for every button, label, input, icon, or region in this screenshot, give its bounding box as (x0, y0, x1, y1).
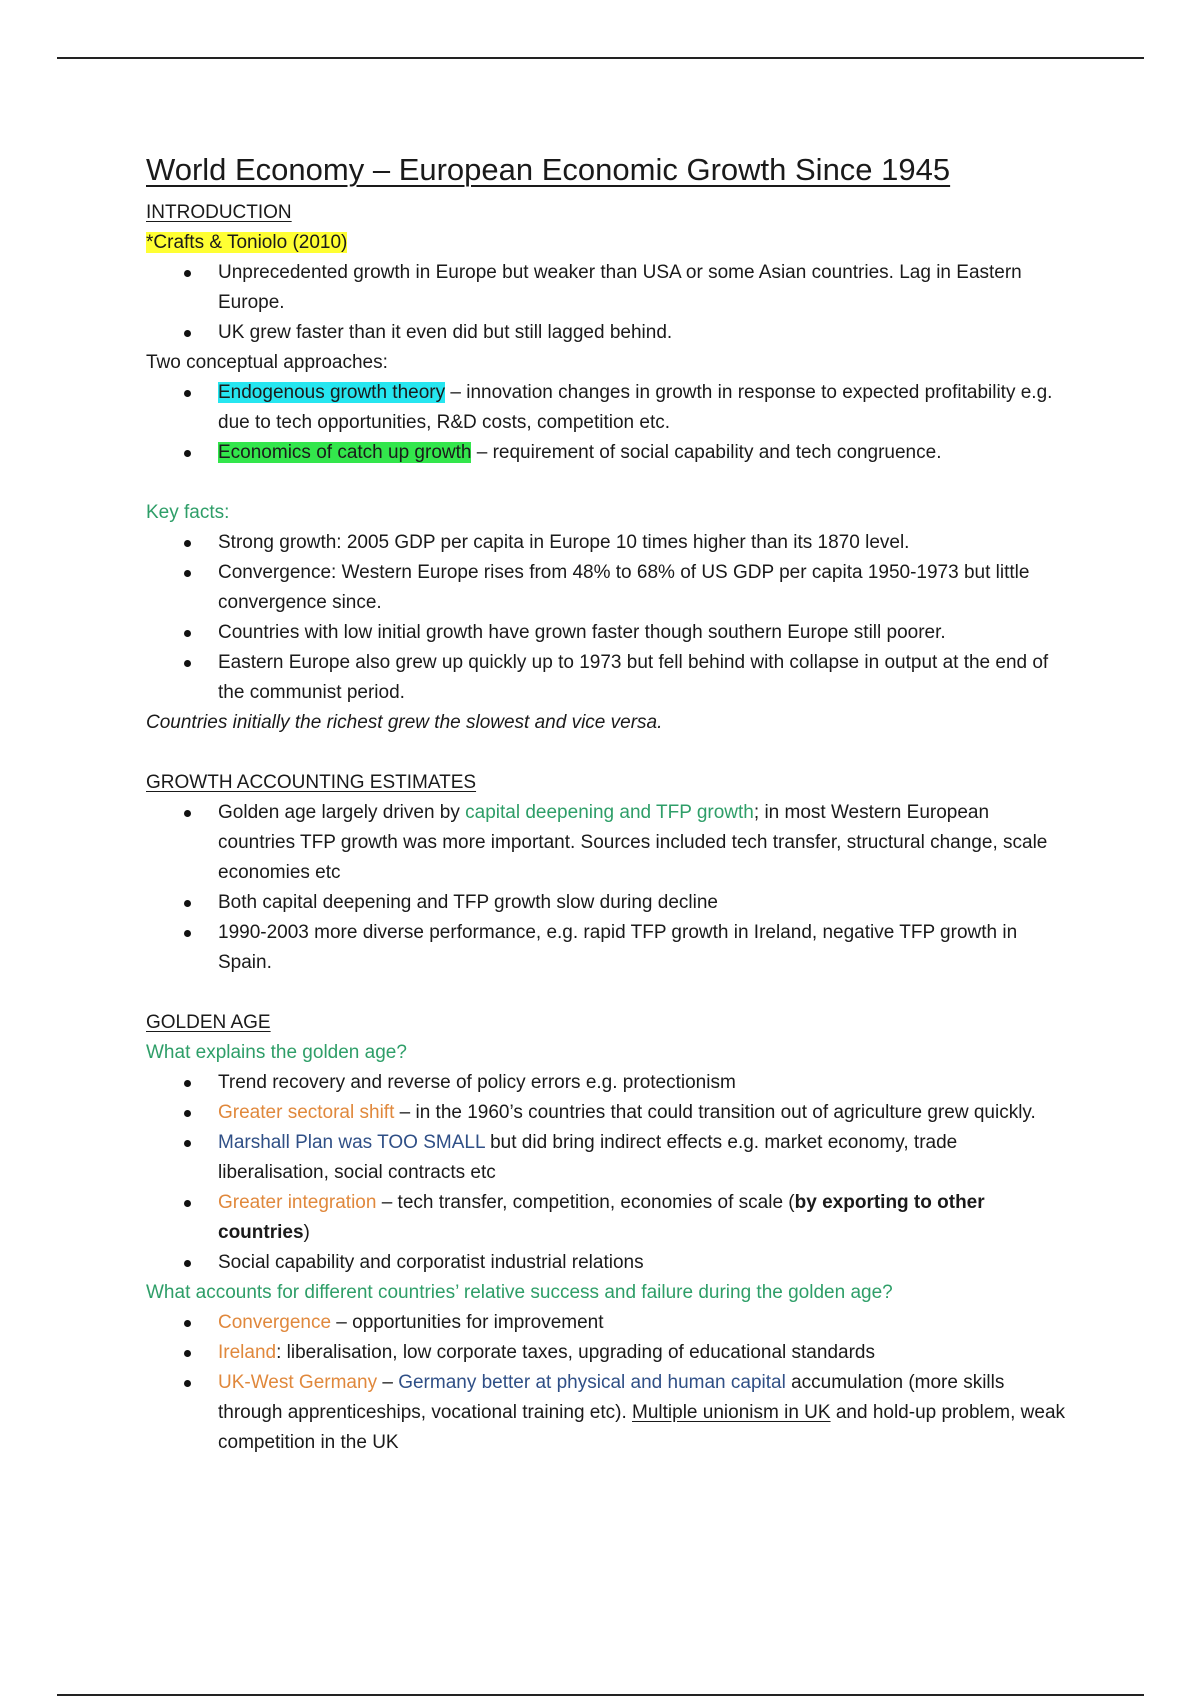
document-title: World Economy – European Economic Growth Since 1945 (146, 152, 951, 187)
text-run: Golden age largely driven by (218, 802, 466, 823)
highlighted-phrase: capital deepening and TFP growth (465, 802, 754, 823)
list-item (146, 378, 1066, 438)
intro-bullet-list (146, 258, 1066, 348)
top-rule (57, 57, 1144, 59)
list-item (146, 1338, 1066, 1368)
key-facts-conclusion: Countries initially the richest grew the slowest and vice versa. (146, 712, 663, 733)
key-facts-heading: Key facts: (146, 502, 230, 523)
text-run: – tech transfer, competition, economies of scale ( (376, 1192, 795, 1213)
list-item: 1990-2003 more diverse performance, e.g. rapid TFP growth in Ireland, negative TFP growth in Spain. (146, 918, 1066, 978)
navy-phrase: Germany better at physical and human capital (398, 1372, 786, 1393)
text-run: – (377, 1372, 399, 1393)
text-run: and hold-up problem, weak competition in the UK (218, 1402, 1066, 1453)
list-item (146, 438, 1066, 468)
list-item: Countries with low initial growth have grown faster though southern Europe still poorer. (146, 618, 1066, 648)
growth-accounting-section (146, 768, 1066, 978)
growth-accounting-list (146, 798, 1066, 978)
list-item (146, 1128, 1066, 1188)
text-run: accumulation (more skills through apprenticeships, vocational training etc). (218, 1372, 1005, 1423)
growth-accounting-heading: GROWTH ACCOUNTING ESTIMATES (146, 772, 477, 793)
bottom-rule (57, 1694, 1144, 1696)
intro-heading: INTRODUCTION (146, 202, 292, 223)
list-item (146, 1188, 1066, 1248)
approaches-label: Two conceptual approaches: (146, 352, 388, 373)
bold-phrase: by exporting to other countries (218, 1192, 985, 1243)
relative-success-list (146, 1308, 1066, 1458)
list-item: Both capital deepening and TFP growth slow during decline (146, 888, 1066, 918)
term-sectoral-shift: Greater sectoral shift (218, 1102, 395, 1123)
term-uk-west-germany: UK-West Germany (218, 1372, 378, 1393)
relative-success-question: What accounts for different countries’ relative success and failure during the golden age? (146, 1282, 893, 1303)
approach-text: – innovation changes in growth in response to expected profitability e.g. due to tech opportunities, R&D costs, competition etc. (218, 382, 1053, 433)
term-convergence: Convergence (218, 1312, 332, 1333)
approach-text: – requirement of social capability and tech congruence. (471, 442, 942, 463)
golden-age-list (146, 1068, 1066, 1278)
term-ireland: Ireland (218, 1342, 277, 1363)
text-run: – opportunities for improvement (331, 1312, 604, 1333)
list-item: UK grew faster than it even did but still lagged behind. (146, 318, 1066, 348)
text-run: – in the 1960’s countries that could transition out of agriculture grew quickly. (394, 1102, 1036, 1123)
document-body (146, 146, 1066, 1458)
text-run: but did bring indirect effects e.g. market economy, trade liberalisation, social contracts etc (218, 1132, 958, 1183)
golden-age-section (146, 1008, 1066, 1458)
text-run: ; in most Western European countries TFP growth was more important. Sources included tech transfer, structural change, scale economies etc (218, 802, 1048, 883)
list-item (146, 798, 1066, 888)
list-item (146, 1098, 1066, 1128)
term-marshall-plan: Marshall Plan was TOO SMALL (218, 1132, 485, 1153)
term-greater-integration: Greater integration (218, 1192, 377, 1213)
underlined-phrase: Multiple unionism in UK (632, 1402, 831, 1423)
approaches-list (146, 378, 1066, 468)
list-item: Social capability and corporatist industrial relations (146, 1248, 1066, 1278)
key-facts-list (146, 528, 1066, 708)
text-run: ) (303, 1222, 310, 1243)
key-facts-section (146, 498, 1066, 738)
list-item: Trend recovery and reverse of policy errors e.g. protectionism (146, 1068, 1066, 1098)
list-item: Eastern Europe also grew up quickly up to 1973 but fell behind with collapse in output at the end of the communist period. (146, 648, 1066, 708)
list-item: Unprecedented growth in Europe but weaker than USA or some Asian countries. Lag in Eastern Europe. (146, 258, 1066, 318)
list-item: Convergence: Western Europe rises from 48% to 68% of US GDP per capita 1950-1973 but little convergence since. (146, 558, 1066, 618)
list-item: Strong growth: 2005 GDP per capita in Europe 10 times higher than its 1870 level. (146, 528, 1066, 558)
text-run: : liberalisation, low corporate taxes, upgrading of educational standards (276, 1342, 875, 1363)
list-item (146, 1368, 1066, 1458)
intro-reference: *Crafts & Toniolo (2010) (146, 232, 348, 253)
approach-term-endogenous: Endogenous growth theory (218, 382, 446, 403)
approach-term-catch-up: Economics of catch up growth (218, 442, 472, 463)
golden-age-question: What explains the golden age? (146, 1042, 407, 1063)
intro-section (146, 198, 1066, 468)
golden-age-heading: GOLDEN AGE (146, 1012, 271, 1033)
list-item (146, 1308, 1066, 1338)
